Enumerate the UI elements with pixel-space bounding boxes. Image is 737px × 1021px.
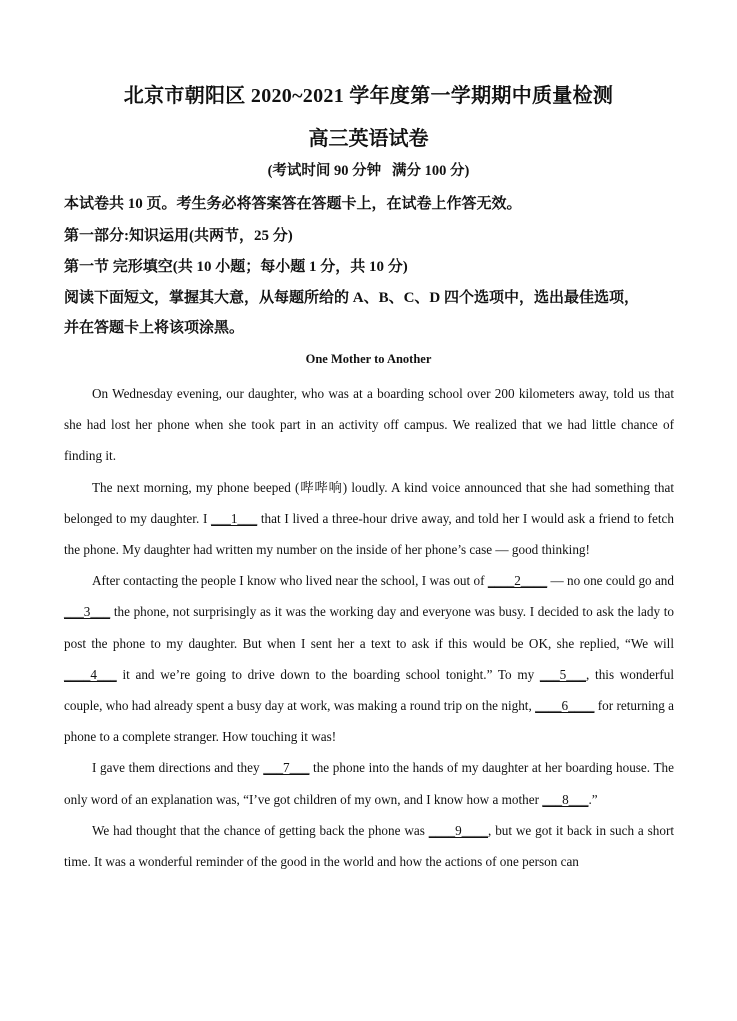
- exam-title: 北京市朝阳区 2020~2021 学年度第一学期期中质量检测: [123, 85, 614, 107]
- paragraph-3: [64, 565, 674, 752]
- blank-4: ____4___: [64, 666, 117, 682]
- text-run: — no one could go and: [547, 573, 674, 589]
- text-run: the phone, not surprisingly as it was the working day and everyone was busy. I decided to ask the lady to post the phone to my daughter. But when I sent her a text to ask if this would be OK, she replied, “We will: [64, 604, 674, 651]
- text-run: We had thought that the chance of getting back the phone was: [92, 822, 429, 838]
- section-heading: 第一节 完形填空(共 10 小题；每小题 1 分，共 10 分): [64, 259, 408, 275]
- text-run: .”: [588, 791, 598, 807]
- text-run: it and we’re going to drive down to the boarding school tonight.” To my: [116, 666, 540, 682]
- text-run: the phone into the hands of my daughter at her boarding house. The only word of an explanation was, “I’ve got children of my own, and I know how a mother: [64, 760, 674, 807]
- blank-9: ____9____: [428, 822, 489, 838]
- paragraph-2: [64, 472, 674, 566]
- part-heading: 第一部分:知识运用(共两节，25 分): [64, 228, 293, 244]
- text-run: , but we got it back in such a short time. It was a wonderful reminder of the good in the world and how the actions of one person can: [64, 822, 675, 870]
- blank-8: ___8___: [542, 791, 589, 807]
- blank-2: ____2____: [487, 573, 548, 589]
- text-run: , this wonderful couple, who had already spent a busy day at work, was making a round trip on the night,: [64, 666, 674, 714]
- passage-body: [64, 378, 674, 877]
- blank-7: ___7___: [263, 760, 310, 776]
- blank-5: ___5___: [539, 666, 587, 682]
- exam-time-and-score: (考试时间 90 分钟 满分 100 分): [267, 163, 470, 179]
- text-run: that I lived a three-hour drive away, and told her I would ask a friend to fetch the phone. My daughter had written my number on the inside of her phone’s case — good thinking!: [64, 510, 674, 558]
- text-run: for returning a phone to a complete stranger. How touching it was!: [64, 698, 674, 745]
- paragraph-1: On Wednesday evening, our daughter, who was at a boarding school over 200 kilometers away, told us that she had lost her phone when she took part in an activity off campus. We realized that we had little chance of finding it.: [64, 386, 674, 464]
- blank-1: ___1___: [211, 510, 258, 526]
- blank-6: ____6____: [535, 698, 595, 714]
- text-run: I gave them directions and they: [92, 760, 264, 776]
- paragraph-5: [64, 815, 674, 877]
- exam-subtitle: 高三英语试卷: [308, 128, 429, 150]
- directions-line-2: 并在答题卡上将该项涂黑。: [64, 320, 245, 336]
- instruction-line: 本试卷共 10 页。考生务必将答案答在答题卡上，在试卷上作答无效。: [64, 196, 522, 212]
- paragraph-4: [64, 752, 674, 814]
- passage-title: One Mother to Another: [305, 352, 432, 366]
- blank-3: ___3___: [64, 604, 111, 620]
- text-run: The next morning, my phone beeped (哔哔响) loudly. A kind voice announced that she had something that belonged to my daughter. I: [64, 479, 674, 526]
- text-run: After contacting the people I know who lived near the school, I was out of: [92, 573, 488, 589]
- directions-line-1: 阅读下面短文，掌握其大意，从每题所给的 A、B、C、D 四个选项中，选出最佳选项，: [64, 290, 640, 306]
